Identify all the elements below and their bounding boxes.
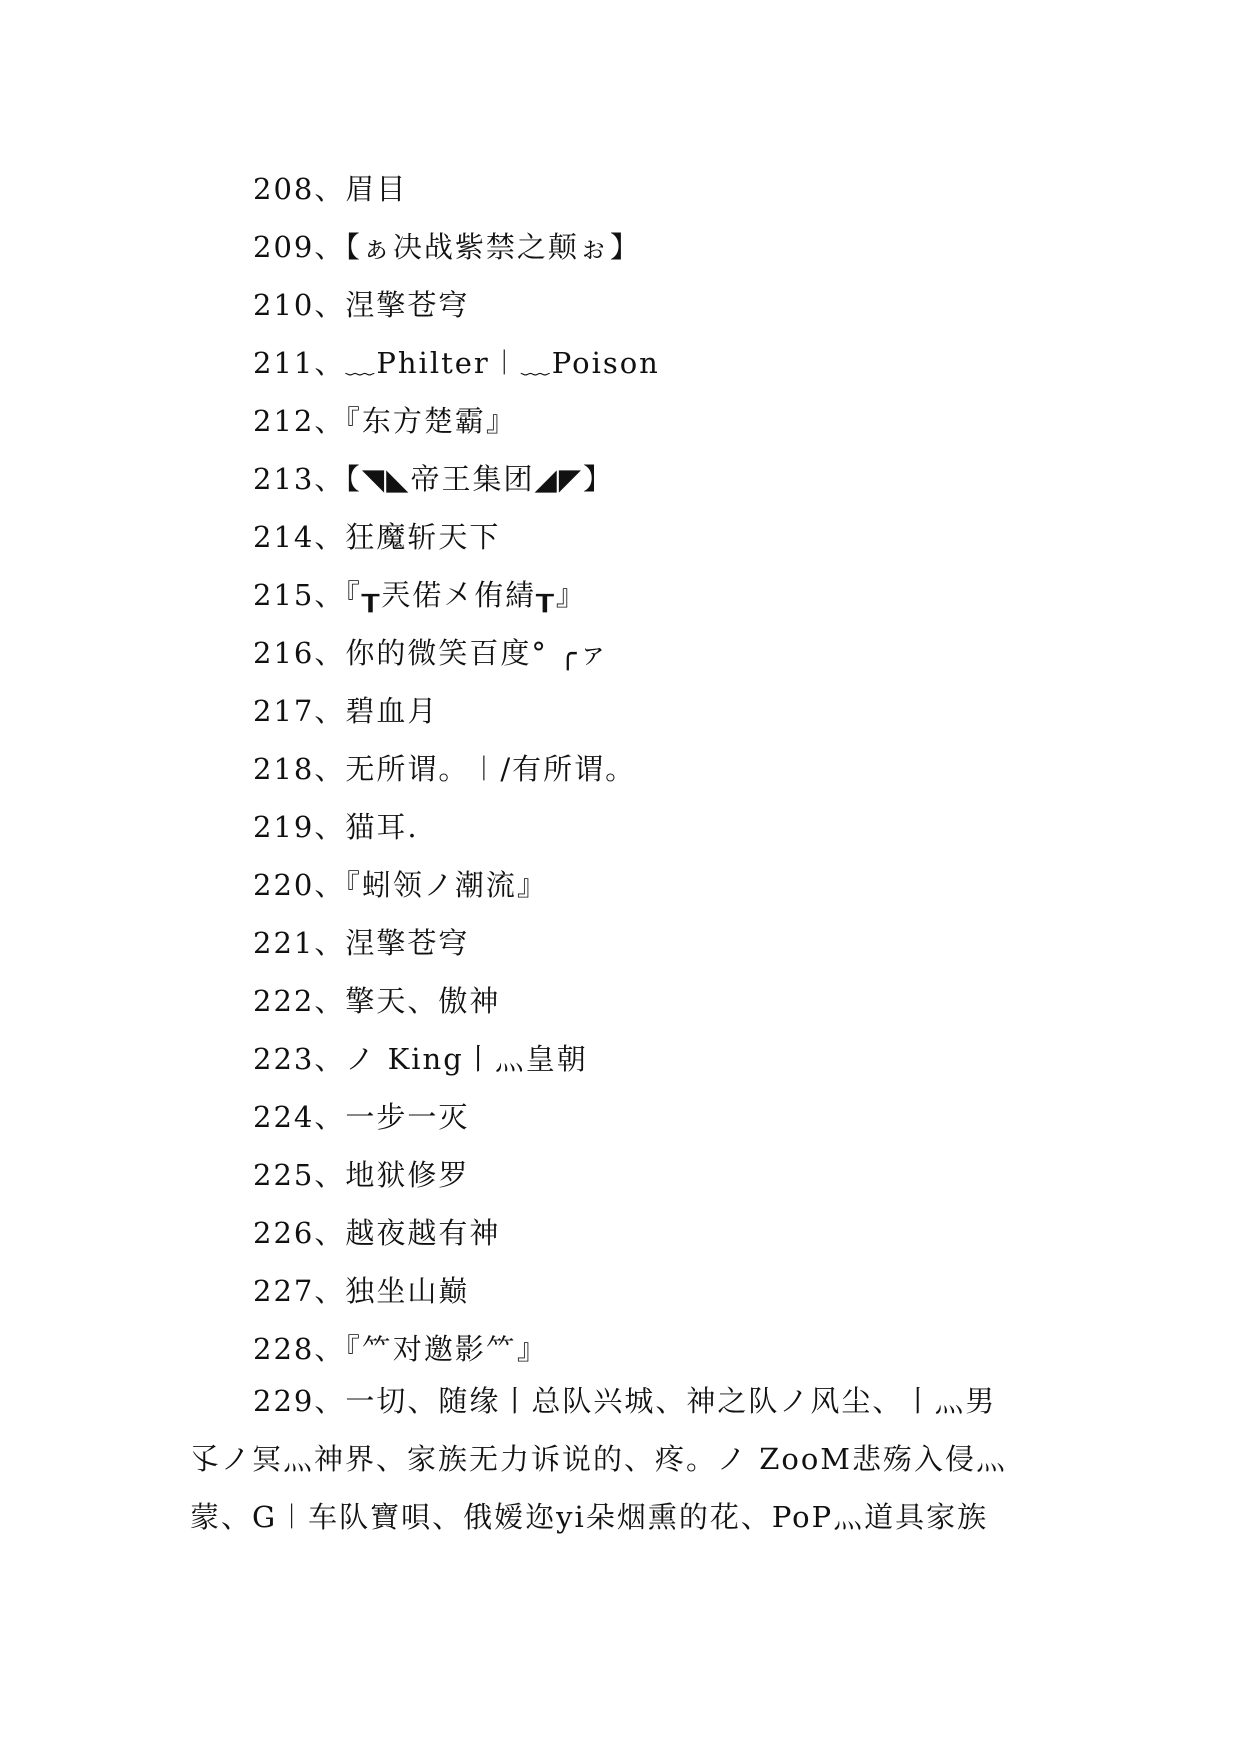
list-item: 222、擎天、傲神 — [253, 984, 501, 1018]
list-item: 214、狂魔斩天下 — [253, 520, 501, 554]
list-item: 211、﹏Philter︱﹏Poison — [253, 346, 660, 380]
list-item: 215、『┰兲偌㐅侑綪┰』 — [253, 578, 587, 612]
list-item: 223、ノ King丨灬皇朝 — [253, 1042, 588, 1076]
list-item: 219、猫耳. — [253, 810, 419, 844]
list-item: 208、眉目 — [253, 172, 408, 206]
list-item: 228、『⺮对邀影⺮』 — [253, 1332, 548, 1366]
list-item: 210、涅擎苍穹 — [253, 288, 470, 322]
list-item: 227、独坐山巅 — [253, 1274, 470, 1308]
list-item: 221、涅擎苍穹 — [253, 926, 470, 960]
list-item: 216、你的微笑百度° ╭ァ — [253, 636, 610, 670]
list-item: 209、【ぁ决战紫禁之颠ぉ】 — [253, 230, 641, 264]
list-item: 218、无所谓。︱/有所谓。 — [253, 752, 637, 786]
list-item: 226、越夜越有神 — [253, 1216, 501, 1250]
list-item: 224、一步一灭 — [253, 1100, 470, 1134]
list-item: 220、『蚓领ノ潮流』 — [253, 868, 548, 902]
list-item: 212、『东方楚霸』 — [253, 404, 517, 438]
paragraph-line: 229、一切、随缘丨总队兴城、神之队ノ风尘、丨灬男 — [253, 1384, 997, 1418]
list-item: 217、碧血月 — [253, 694, 439, 728]
list-item: 213、【◥◣帝王集团◢◤】 — [253, 462, 615, 496]
name-list — [253, 160, 660, 1378]
paragraph-line: 蒙、G︱车队寶唄、俄嫒迩yi朵烟熏的花、PoP灬道具家族 — [190, 1500, 989, 1534]
paragraph-line: 孓ノ冥灬神界、家族无力诉说的、疼。ノ ZooM悲殇入侵灬 — [190, 1442, 1007, 1476]
list-item: 225、地狱修罗 — [253, 1158, 470, 1192]
paragraph-229 — [190, 1372, 1050, 1546]
